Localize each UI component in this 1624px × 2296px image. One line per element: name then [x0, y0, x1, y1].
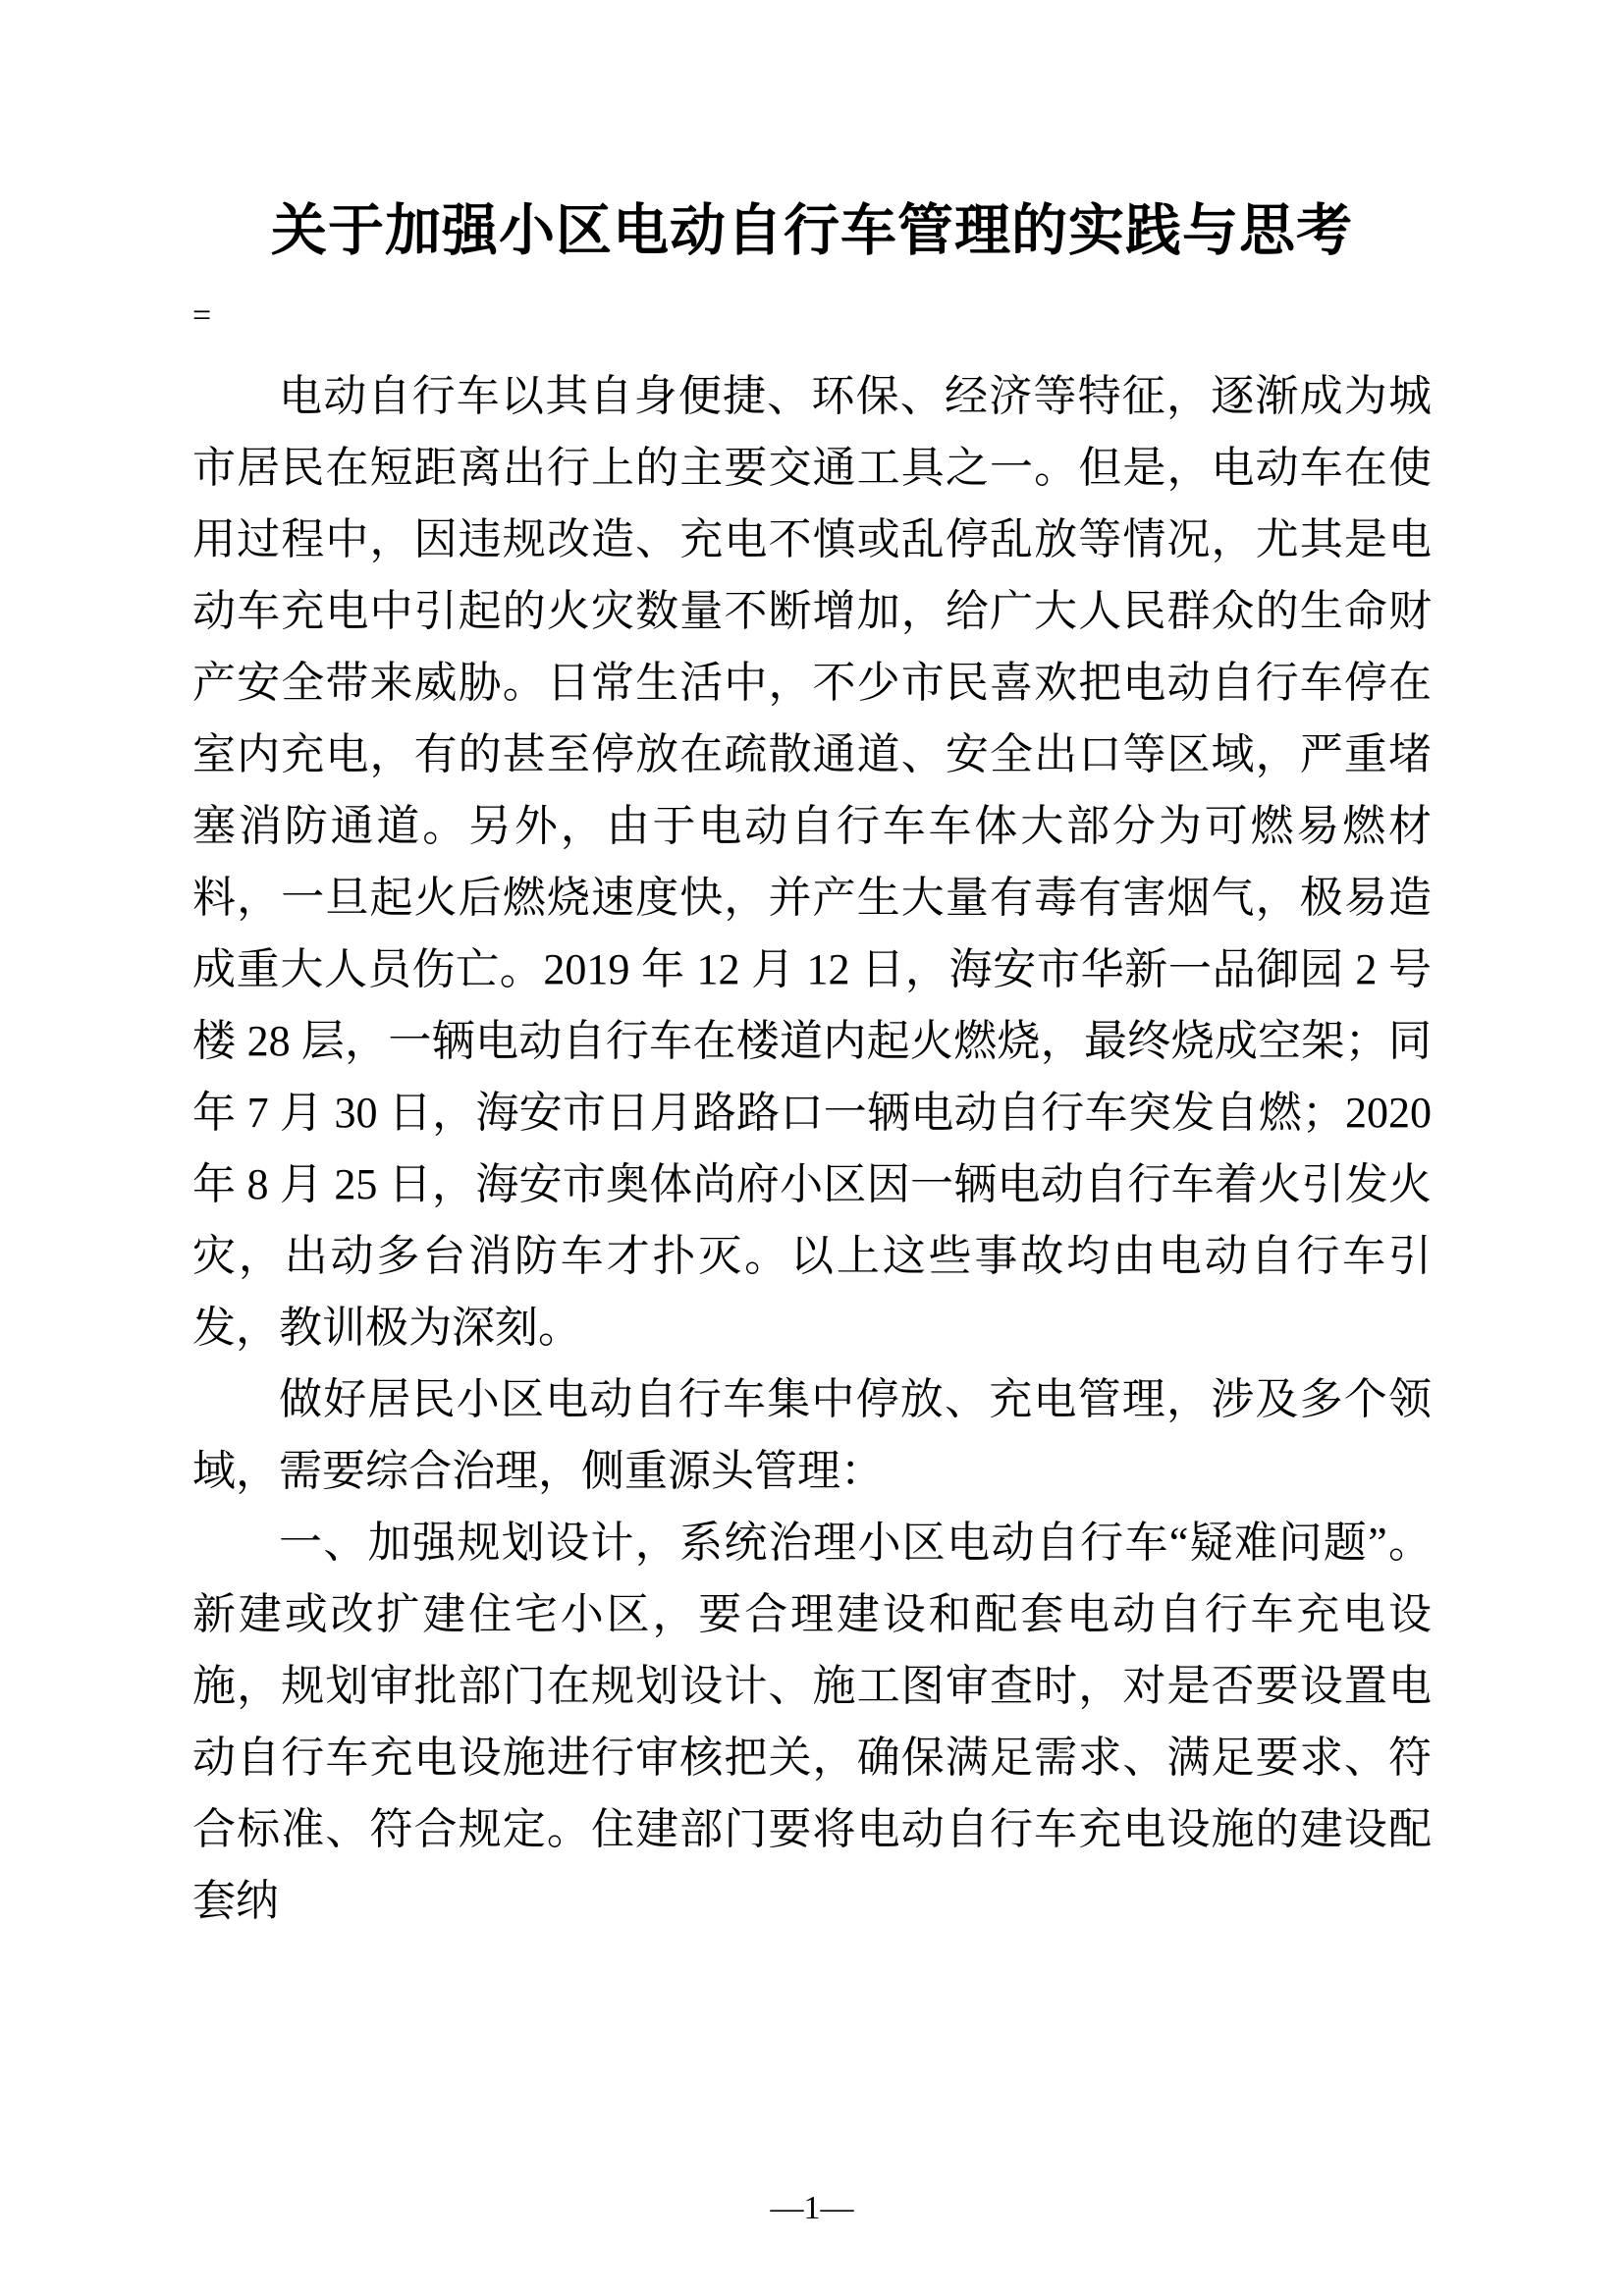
- body-paragraph: 做好居民小区电动自行车集中停放、充电管理，涉及多个领域，需要综合治理，侧重源头管理：: [192, 1375, 1432, 1496]
- body-paragraph: 一、加强规划设计，系统治理小区电动自行车“疑难问题”。新建或改扩建住宅小区，要合理建设和配套电动自行车充电设施，规划审批部门在规划设计、施工图审查时，对是否要设置电动自行车充电设施进行审核把关，确保满足需求、满足要求、符合标准、符合规定。住建部门要将电动自行车充电设施的建设配套纳: [192, 1519, 1432, 1926]
- equals-mark-text: =: [192, 297, 212, 335]
- page-title: 关于加强小区电动自行车管理的实践与思考: [271, 199, 1353, 262]
- document-body: [192, 360, 1432, 1937]
- body-paragraph: 电动自行车以其自身便捷、环保、经济等特征，逐渐成为城市居民在短距离出行上的主要交通工具之一。但是，电动车在使用过程中，因违规改造、充电不慎或乱停乱放等情况，尤其是电动车充电中引起的火灾数量不断增加，给广大人民群众的生命财产安全带来威胁。日常生活中，不少市民喜欢把电动自行车停在室内充电，有的甚至停放在疏散通道、安全出口等区域，严重堵塞消防通道。另外，由于电动自行车车体大部分为可燃易燃材料，一旦起火后燃烧速度快，并产生大量有毒有害烟气，极易造成重大人员伤亡。2019 年 12 月 12 日，海安市华新一品御园 2 号楼 28 层，一辆电动自行车在楼道内起火燃烧，最终烧成空架；同年 7 月 30 日，海安市日月路路口一辆电动自行车突发自燃；2020 年 8 月 25 日，海安市奥体尚府小区因一辆电动自行车着火引发火灾，出动多台消防车才扑灭。以上这些事故均由电动自行车引发，教训极为深刻。: [192, 372, 1432, 1353]
- page-number: —1—: [770, 2190, 854, 2226]
